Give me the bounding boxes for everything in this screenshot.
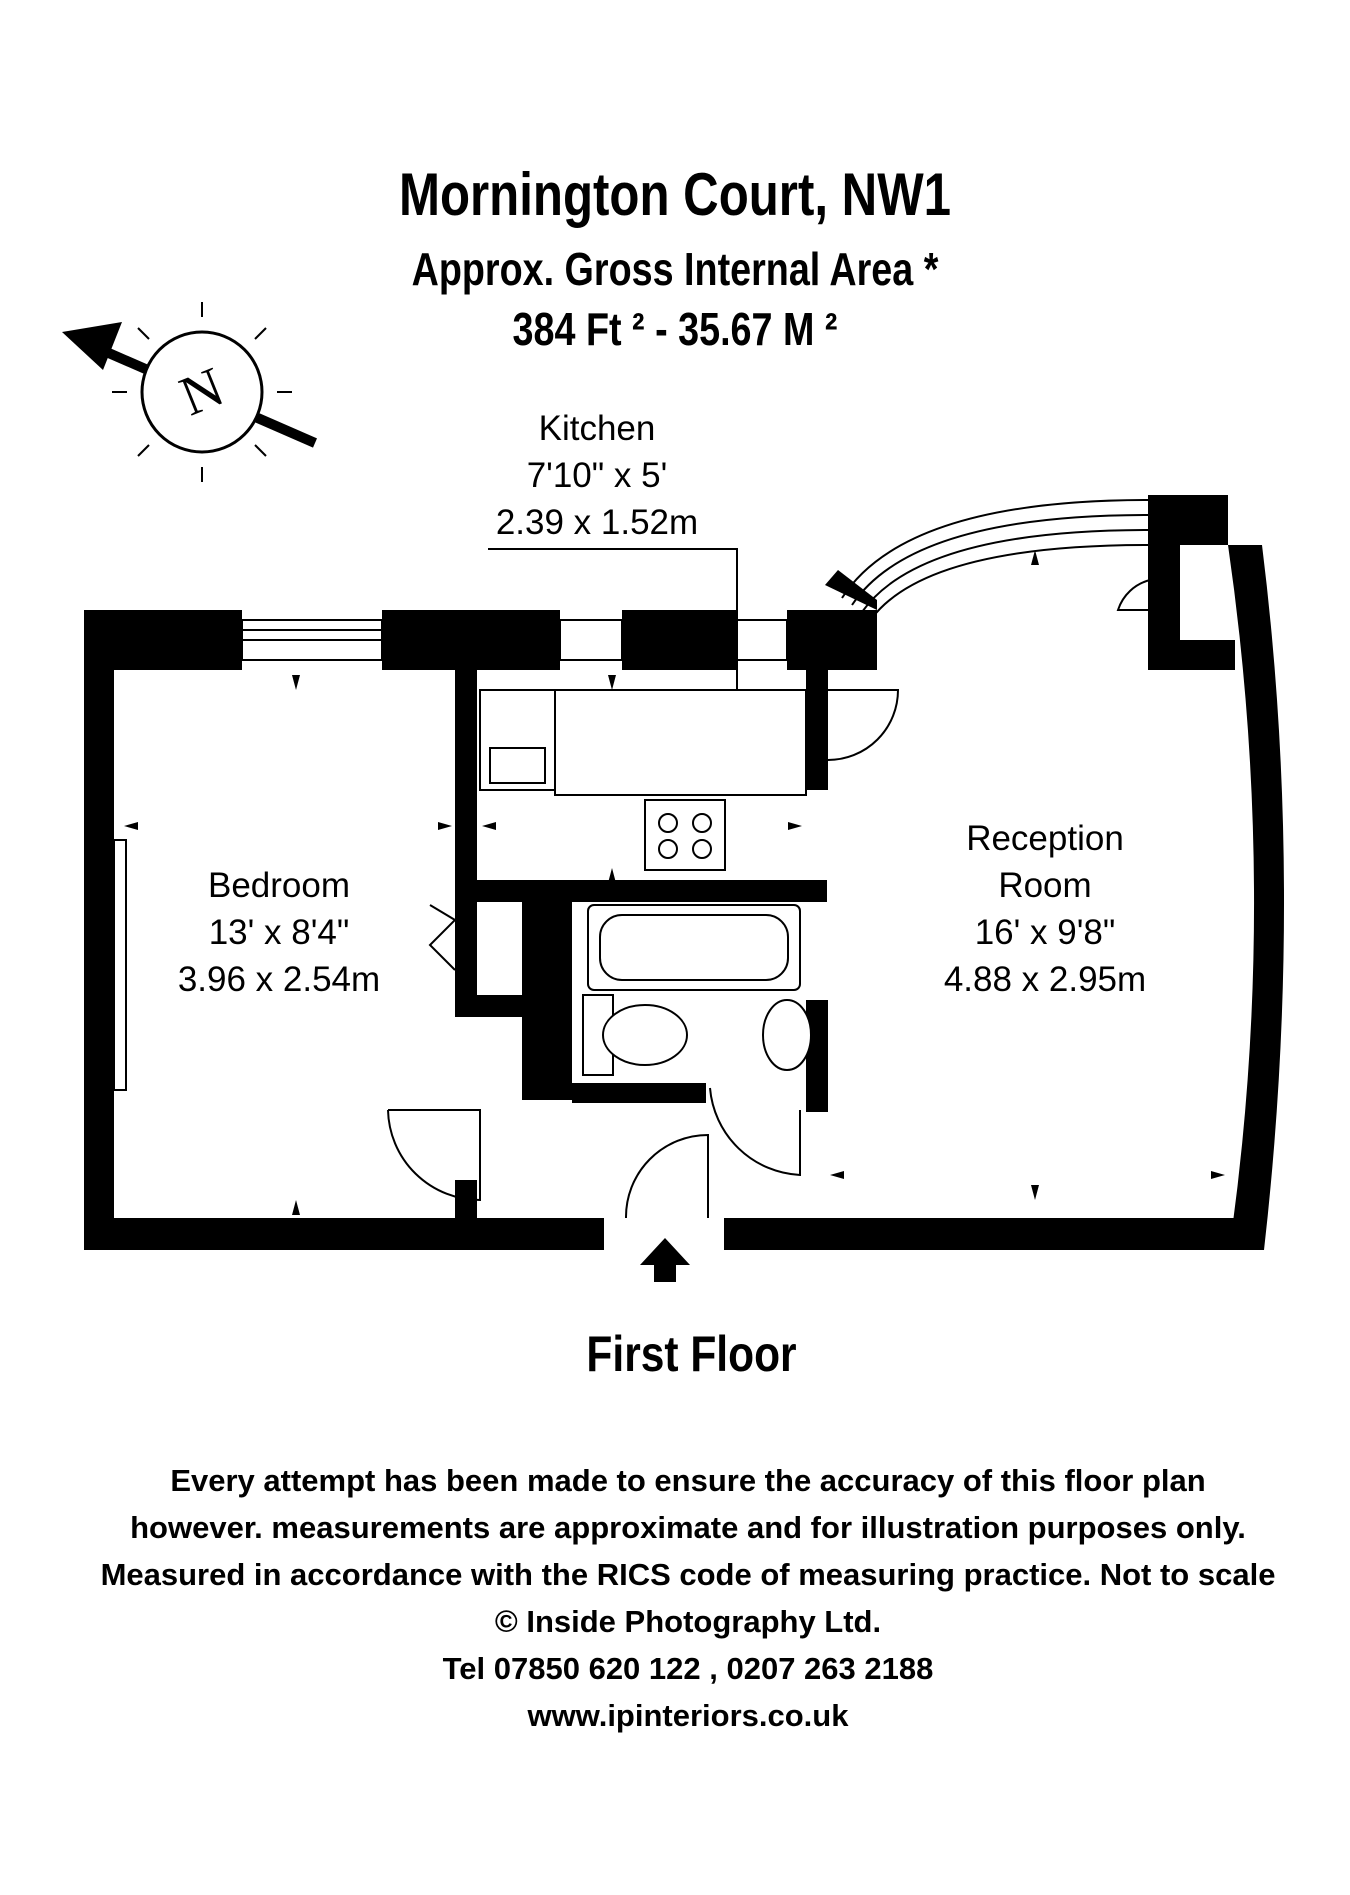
website-line: www.ipinteriors.co.uk bbox=[527, 1698, 849, 1733]
disclaimer-line: Measured in accordance with the RICS code of measuring practice. Not to scale bbox=[100, 1557, 1276, 1592]
phone-line: Tel 07850 620 122 , 0207 263 2188 bbox=[442, 1651, 934, 1686]
bathroom-fittings bbox=[583, 905, 811, 1075]
bedroom-imperial: 13' x 8'4" bbox=[208, 913, 350, 952]
disclaimer-line: Every attempt has been made to ensure the accuracy of this floor plan bbox=[170, 1463, 1206, 1498]
entrance-arrow-icon bbox=[640, 1238, 690, 1282]
kitchen-units bbox=[480, 690, 806, 870]
disclaimer-line: however. measurements are approximate and for illustration purposes only. bbox=[130, 1510, 1246, 1545]
bedroom-label bbox=[129, 862, 429, 1003]
reception-imperial: 16' x 9'8" bbox=[974, 913, 1116, 952]
floor-name: First Floor bbox=[586, 1326, 797, 1382]
kitchen-label bbox=[447, 405, 747, 546]
copyright-line: © Inside Photography Ltd. bbox=[494, 1604, 882, 1639]
bedroom-name: Bedroom bbox=[207, 866, 351, 905]
basin-icon bbox=[763, 1000, 811, 1070]
reception-name-line2: Room bbox=[998, 866, 1092, 905]
reception-metric: 4.88 x 2.95m bbox=[943, 960, 1147, 999]
area-subtitle: Approx. Gross Internal Area * bbox=[411, 243, 939, 295]
reception-name-line1: Reception bbox=[966, 819, 1124, 858]
reception-label bbox=[895, 815, 1195, 1003]
bedroom-metric: 3.96 x 2.54m bbox=[177, 960, 381, 999]
gross-area: 384 Ft ² - 35.67 M ² bbox=[512, 303, 838, 355]
plan-title: Mornington Court, NW1 bbox=[398, 161, 952, 228]
curved-window bbox=[842, 500, 1148, 618]
compass-letter: N bbox=[171, 355, 233, 429]
kitchen-imperial: 7'10" x 5' bbox=[526, 456, 668, 495]
hob-icon bbox=[645, 800, 725, 870]
compass-arrow-head bbox=[62, 322, 122, 370]
kitchen-name: Kitchen bbox=[538, 409, 656, 448]
kitchen-metric: 2.39 x 1.52m bbox=[495, 503, 699, 542]
compass-icon bbox=[62, 302, 315, 482]
disclaimer bbox=[0, 1457, 1350, 1739]
